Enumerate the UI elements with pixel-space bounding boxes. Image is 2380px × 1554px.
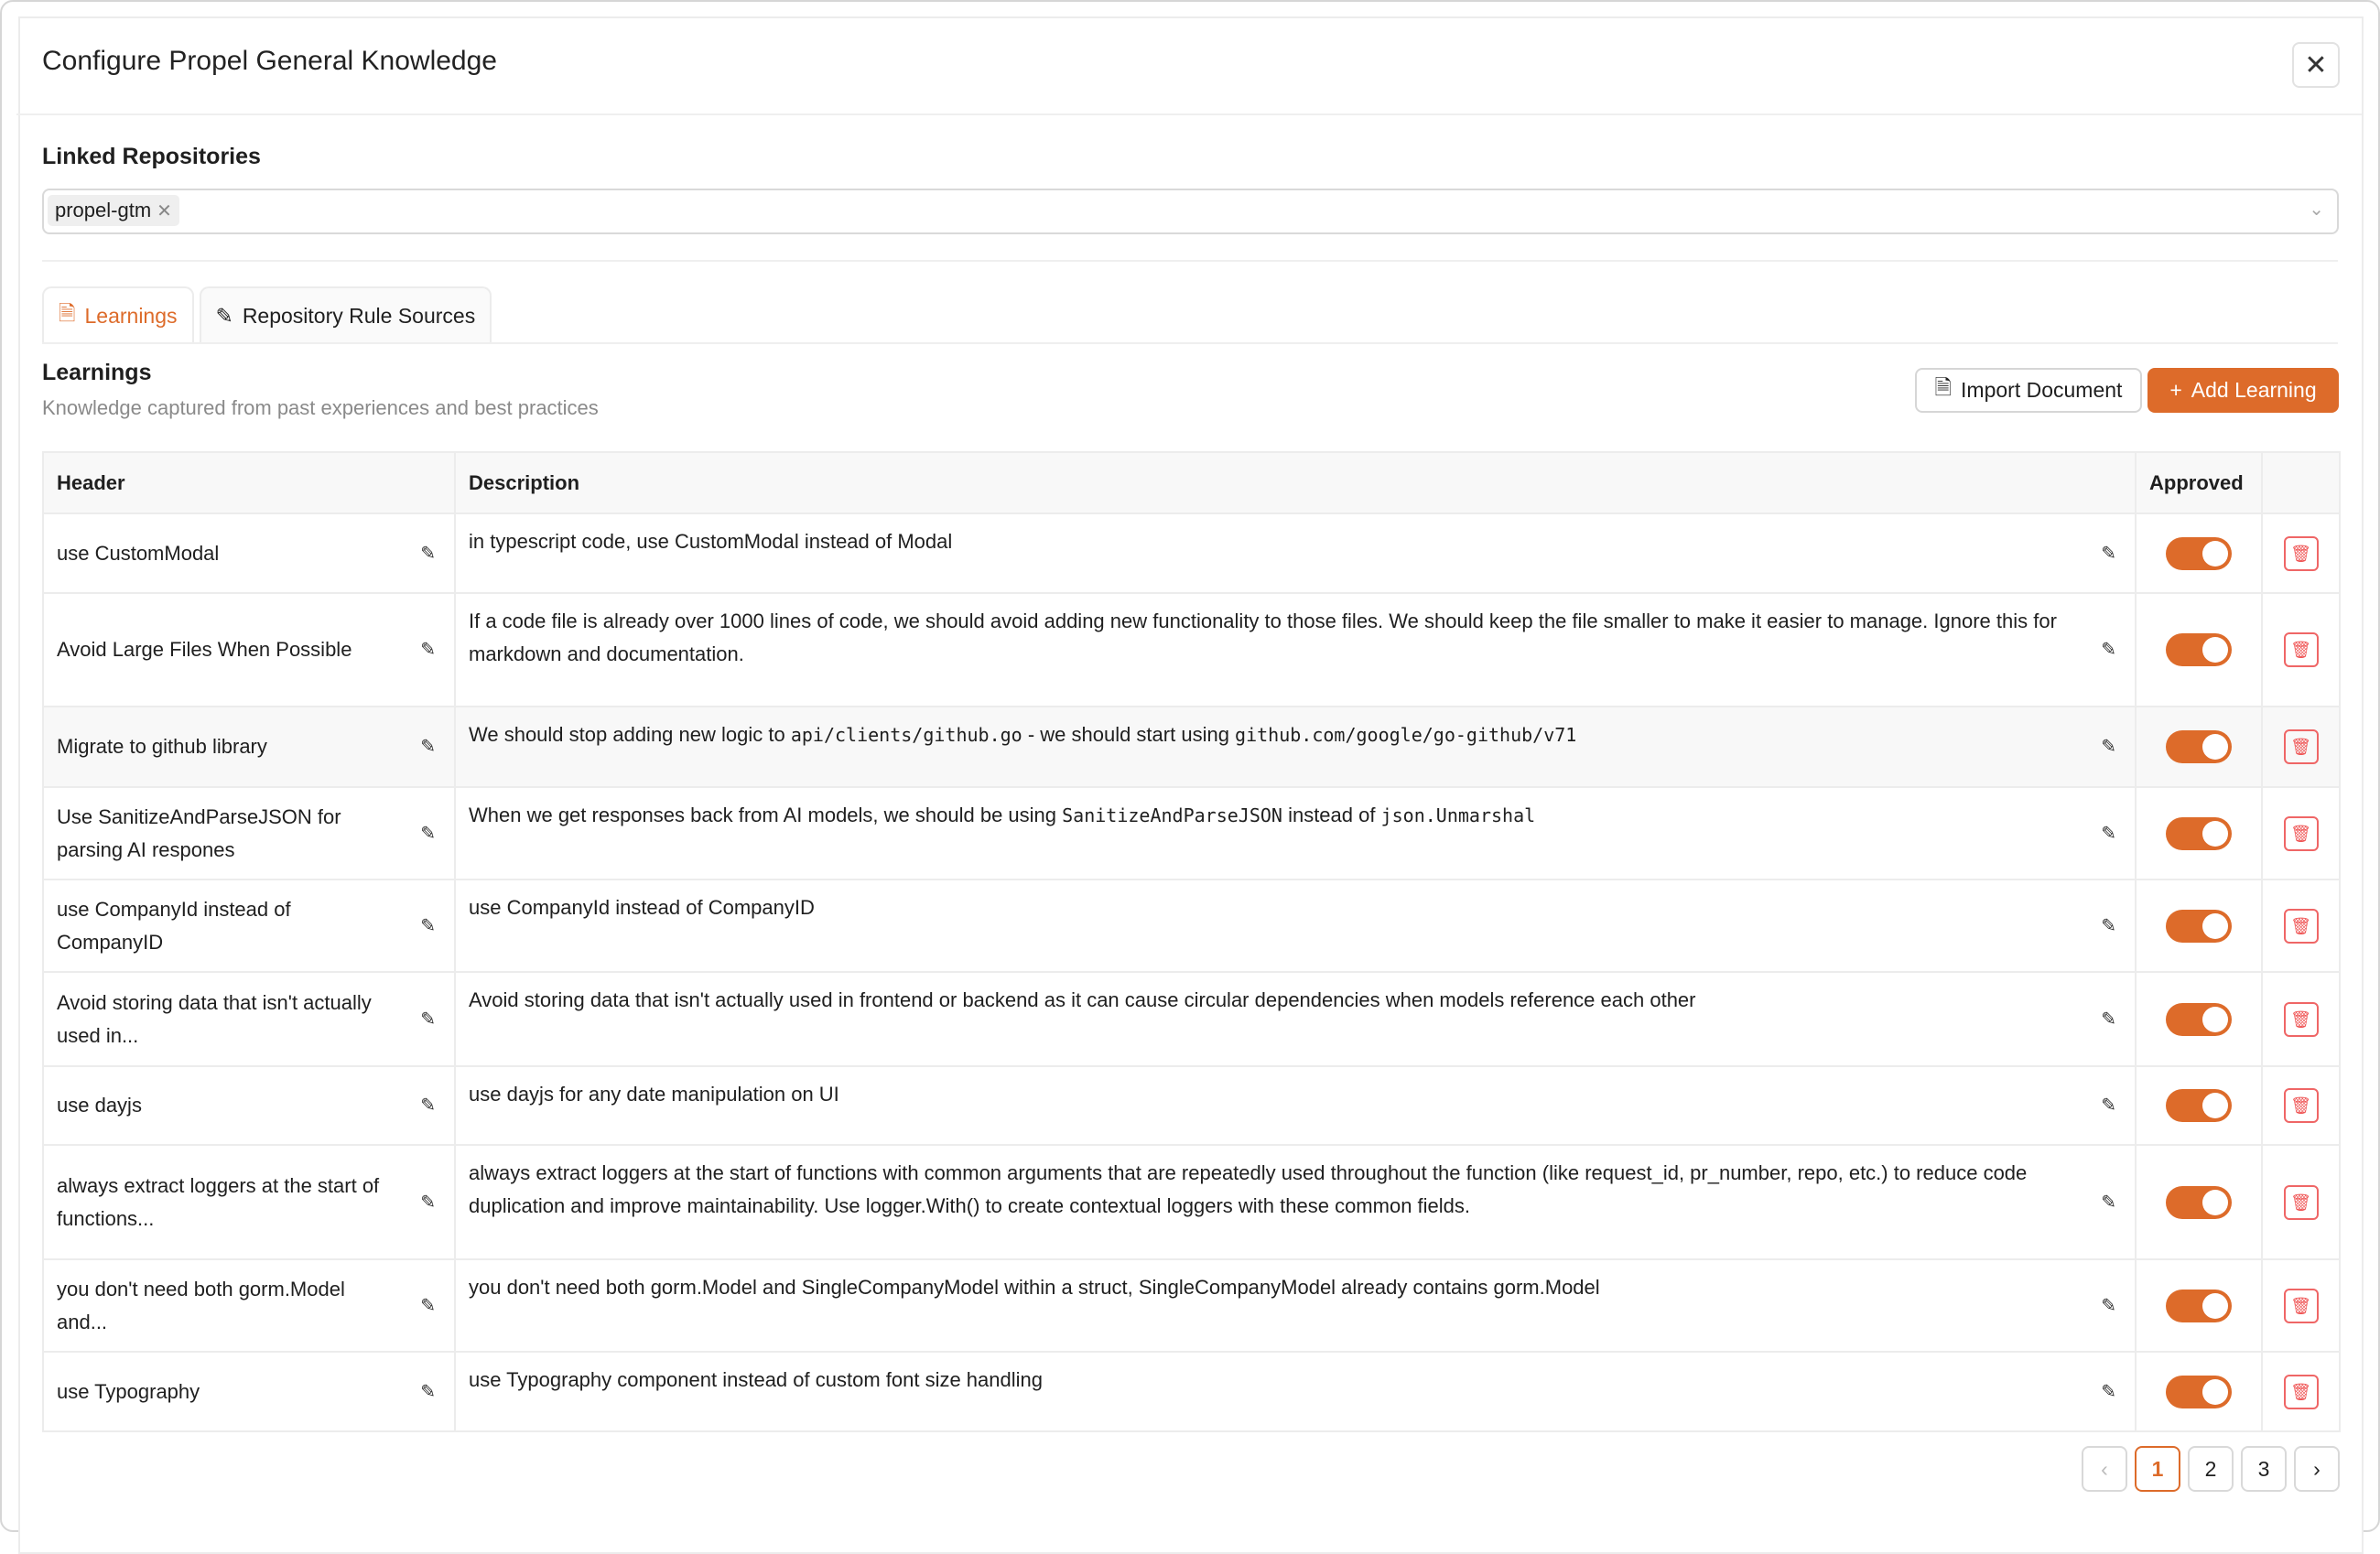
delete-button[interactable] <box>2284 1289 2319 1323</box>
description-text: If a code file is already over 1000 lines of code, we should avoid adding new functionality to those files. We should keep the file smaller to make it easier to manage. Ignore this for markdown and documentation. <box>469 610 2057 665</box>
approved-cell <box>2136 787 2262 880</box>
approved-cell <box>2136 593 2262 707</box>
actions-cell <box>2262 1145 2340 1259</box>
table-row <box>43 513 2340 593</box>
header-cell <box>43 880 455 972</box>
delete-button[interactable] <box>2284 1088 2319 1123</box>
approved-toggle[interactable] <box>2166 730 2232 763</box>
delete-button[interactable] <box>2284 1185 2319 1220</box>
close-icon: ✕ <box>2304 49 2328 81</box>
tab-label: Repository Rule Sources <box>242 303 476 328</box>
table-row <box>43 593 2340 707</box>
table-row <box>43 880 2340 972</box>
delete-button[interactable] <box>2284 909 2319 944</box>
description-cell <box>455 707 2136 787</box>
header-text: use CompanyId instead of CompanyID <box>57 897 291 954</box>
table-header-row <box>43 452 2340 513</box>
pagination <box>2082 1446 2340 1492</box>
edit-header-pencil-icon[interactable]: ✎ <box>420 737 436 757</box>
description-cell <box>455 513 2136 593</box>
description-cell <box>455 787 2136 880</box>
description-text: Avoid storing data that isn't actually used in frontend or backend as it can cause circular dependencies when models reference each other <box>469 988 1696 1011</box>
approved-cell <box>2136 707 2262 787</box>
header-cell <box>43 787 455 880</box>
trash-icon: 🗑 <box>2290 1382 2311 1401</box>
delete-button[interactable] <box>2284 632 2319 667</box>
description-text: instead of <box>1282 804 1381 826</box>
import-label: Import Document <box>1961 378 2123 402</box>
description-text: you don't need both gorm.Model and SingleCompanyModel within a struct, SingleCompanyModel already contains gorm.Model <box>469 1276 1600 1299</box>
approved-toggle[interactable] <box>2166 1376 2232 1408</box>
plus-icon: + <box>2169 378 2182 402</box>
approved-cell <box>2136 1066 2262 1145</box>
approved-cell <box>2136 972 2262 1066</box>
approved-toggle[interactable] <box>2166 1186 2232 1219</box>
approved-toggle[interactable] <box>2166 910 2232 943</box>
description-text: - we should start using <box>1022 723 1236 746</box>
document-icon: 🗎 <box>1934 375 1953 399</box>
delete-button[interactable] <box>2284 816 2319 851</box>
tabs <box>42 286 492 343</box>
header-cell <box>43 1259 455 1352</box>
edit-header-pencil-icon[interactable]: ✎ <box>420 915 436 936</box>
header-text: you don't need both gorm.Model and... <box>57 1277 345 1333</box>
edit-description-pencil-icon[interactable]: ✎ <box>2101 1095 2116 1116</box>
header-divider <box>16 113 2362 115</box>
linked-repositories-select[interactable] <box>42 189 2339 234</box>
description-text: When we get responses back from AI models, we should be using <box>469 804 1063 826</box>
description-text: in typescript code, use CustomModal instead of Modal <box>469 530 953 553</box>
edit-header-pencil-icon[interactable]: ✎ <box>420 640 436 660</box>
delete-button[interactable] <box>2284 536 2319 571</box>
approved-cell <box>2136 1145 2262 1259</box>
delete-button[interactable] <box>2284 729 2319 764</box>
approved-toggle[interactable] <box>2166 1089 2232 1122</box>
page-1-button[interactable]: 1 <box>2135 1446 2180 1492</box>
repo-chip-label: propel-gtm <box>55 199 152 221</box>
approved-cell <box>2136 1259 2262 1352</box>
code-snippet: SanitizeAndParseJSON <box>1062 804 1282 826</box>
edit-header-pencil-icon[interactable]: ✎ <box>420 1381 436 1402</box>
actions-cell <box>2262 880 2340 972</box>
add-learning-button[interactable] <box>2147 368 2339 413</box>
edit-header-pencil-icon[interactable]: ✎ <box>420 1295 436 1316</box>
section-subtitle: Knowledge captured from past experiences and best practices <box>42 396 599 419</box>
description-cell <box>455 972 2136 1066</box>
next-page-button[interactable]: › <box>2294 1446 2340 1492</box>
edit-description-pencil-icon[interactable]: ✎ <box>2101 1009 2116 1030</box>
tab-learnings[interactable] <box>42 286 194 343</box>
tab-divider <box>42 342 2338 344</box>
approved-toggle[interactable] <box>2166 633 2232 666</box>
edit-description-pencil-icon[interactable]: ✎ <box>2101 1192 2116 1213</box>
repo-chip <box>48 195 179 226</box>
code-snippet: api/clients/github.go <box>790 724 1022 746</box>
delete-button[interactable] <box>2284 1002 2319 1037</box>
trash-icon: 🗑 <box>2290 544 2311 563</box>
description-cell <box>455 593 2136 707</box>
modal-title: Configure Propel General Knowledge <box>42 46 497 76</box>
description-text: use Typography component instead of custom font size handling <box>469 1368 1043 1391</box>
delete-button[interactable] <box>2284 1375 2319 1409</box>
table-row <box>43 1352 2340 1431</box>
section-title: Learnings <box>42 360 152 385</box>
approved-toggle[interactable] <box>2166 817 2232 850</box>
trash-icon: 🗑 <box>2290 738 2311 756</box>
approved-toggle[interactable] <box>2166 537 2232 570</box>
approved-toggle[interactable] <box>2166 1003 2232 1036</box>
actions-cell <box>2262 513 2340 593</box>
code-snippet: github.com/google/go-github/v71 <box>1235 724 1577 746</box>
approved-cell <box>2136 513 2262 593</box>
actions-cell <box>2262 707 2340 787</box>
description-cell <box>455 1066 2136 1145</box>
code-snippet: json.Unmarshal <box>1380 804 1536 826</box>
column-header: Header <box>43 452 455 513</box>
header-text: always extract loggers at the start of functions... <box>57 1173 380 1230</box>
edit-description-pencil-icon[interactable]: ✎ <box>2101 915 2116 936</box>
header-text: Avoid Large Files When Possible <box>57 638 352 661</box>
table-row <box>43 1066 2340 1145</box>
description-text: always extract loggers at the start of functions with common arguments that are repeatedly used throughout the function (like request_id, pr_number, repo, etc.) to reduce code duplication and improve maintainability. Use logger.With() to create contextual loggers with these common fields. <box>469 1161 2028 1217</box>
import-document-button[interactable] <box>1915 368 2142 413</box>
trash-icon: 🗑 <box>2290 641 2311 659</box>
description-text: use CompanyId instead of CompanyID <box>469 896 815 919</box>
header-cell <box>43 593 455 707</box>
table-row <box>43 1145 2340 1259</box>
description-cell <box>455 1259 2136 1352</box>
tab-repository-rule-sources[interactable] <box>200 286 492 343</box>
trash-icon: 🗑 <box>2290 916 2311 935</box>
column-description: Description <box>455 452 2136 513</box>
header-cell <box>43 1066 455 1145</box>
remove-chip-icon[interactable]: ✕ <box>157 200 172 221</box>
edit-header-pencil-icon[interactable]: ✎ <box>420 1095 436 1116</box>
edit-description-pencil-icon[interactable]: ✎ <box>2101 543 2116 564</box>
edit-header-pencil-icon[interactable]: ✎ <box>420 1192 436 1213</box>
actions-cell <box>2262 1259 2340 1352</box>
page-2-button[interactable]: 2 <box>2188 1446 2234 1492</box>
add-label: Add Learning <box>2191 378 2317 402</box>
table-row <box>43 1259 2340 1352</box>
edit-description-pencil-icon[interactable]: ✎ <box>2101 640 2116 660</box>
edit-header-pencil-icon[interactable]: ✎ <box>420 823 436 844</box>
trash-icon: 🗑 <box>2290 1192 2311 1212</box>
description-cell <box>455 1145 2136 1259</box>
trash-icon: 🗑 <box>2290 1009 2311 1029</box>
actions-cell <box>2262 972 2340 1066</box>
edit-header-pencil-icon[interactable]: ✎ <box>420 543 436 564</box>
edit-description-pencil-icon[interactable]: ✎ <box>2101 1381 2116 1402</box>
trash-icon: 🗑 <box>2290 824 2311 843</box>
header-text: Migrate to github library <box>57 735 267 758</box>
document-icon: 🗎 <box>59 300 76 325</box>
header-cell <box>43 1145 455 1259</box>
header-cell <box>43 513 455 593</box>
header-text: use Typography <box>57 1379 200 1403</box>
page-3-button[interactable]: 3 <box>2241 1446 2287 1492</box>
close-button[interactable] <box>2292 42 2340 88</box>
table-row <box>43 707 2340 787</box>
table-row <box>43 972 2340 1066</box>
actions-cell <box>2262 1066 2340 1145</box>
description-cell <box>455 1352 2136 1431</box>
header-text: use CustomModal <box>57 541 220 565</box>
description-cell <box>455 880 2136 972</box>
actions-cell <box>2262 787 2340 880</box>
section-divider <box>42 260 2338 262</box>
header-text: Use SanitizeAndParseJSON for parsing AI respones <box>57 804 341 861</box>
linked-repositories-label: Linked Repositories <box>42 144 261 169</box>
header-cell <box>43 707 455 787</box>
description-text: We should stop adding new logic to <box>469 723 791 746</box>
header-text: Avoid storing data that isn't actually used in... <box>57 990 372 1047</box>
chevron-down-icon[interactable]: ⌄ <box>2309 200 2324 220</box>
header-cell <box>43 1352 455 1431</box>
trash-icon: 🗑 <box>2290 1296 2311 1315</box>
tab-label: Learnings <box>84 303 178 328</box>
approved-cell <box>2136 880 2262 972</box>
learnings-table <box>42 451 2341 1432</box>
pencil-icon: ✎ <box>215 303 233 328</box>
edit-description-pencil-icon[interactable]: ✎ <box>2101 823 2116 844</box>
edit-header-pencil-icon[interactable]: ✎ <box>420 1009 436 1030</box>
header-cell <box>43 972 455 1066</box>
trash-icon: 🗑 <box>2290 1096 2311 1115</box>
approved-cell <box>2136 1352 2262 1431</box>
actions-cell <box>2262 1352 2340 1431</box>
description-text: use dayjs for any date manipulation on UI <box>469 1083 839 1106</box>
edit-description-pencil-icon[interactable]: ✎ <box>2101 737 2116 757</box>
table-row <box>43 787 2340 880</box>
column-actions <box>2262 452 2340 513</box>
approved-toggle[interactable] <box>2166 1290 2232 1322</box>
actions-cell <box>2262 593 2340 707</box>
column-approved: Approved <box>2136 452 2262 513</box>
header-text: use dayjs <box>57 1094 142 1117</box>
edit-description-pencil-icon[interactable]: ✎ <box>2101 1295 2116 1316</box>
prev-page-button[interactable]: ‹ <box>2082 1446 2127 1492</box>
